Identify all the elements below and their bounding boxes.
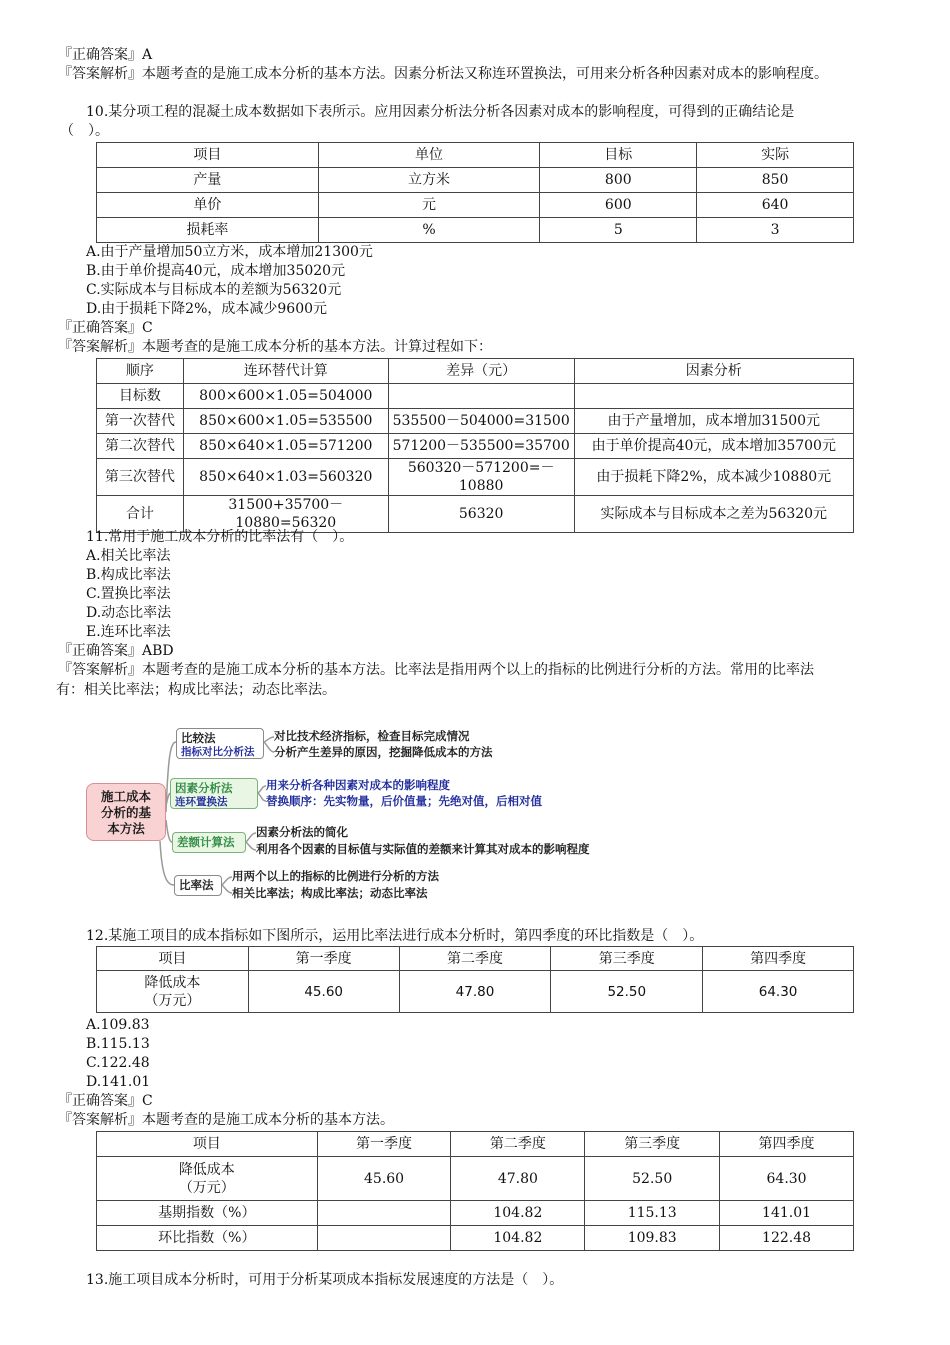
mindmap-note: 利用各个因素的目标值与实际值的差额来计算其对成本的影响程度 [256, 842, 590, 856]
mindmap-node-ratio: 比率法 [174, 875, 222, 896]
table-cell: 产量 [97, 168, 319, 193]
table-cell: 45.60 [248, 971, 399, 1013]
table-cell: 800×600×1.05=504000 [183, 384, 388, 409]
q11-analysis: 『答案解析』本题考查的是施工成本分析的基本方法。比率法是指用两个以上的指标的比例进行分析的方法。常用的比率法 [58, 662, 814, 678]
q11-option-e: E.连环比率法 [86, 624, 171, 640]
mindmap-note: 用两个以上的指标的比例进行分析的方法 [232, 869, 439, 883]
q10-stem: 10.某分项工程的混凝土成本数据如下表所示。应用因素分析法分析各因素对成本的影响程度，可得到的正确结论是 [86, 104, 795, 120]
table-cell: 850 [697, 168, 854, 193]
table-header-cell: 第三季度 [551, 947, 703, 971]
table-cell: 第一次替代 [97, 409, 184, 434]
mindmap-note: 分析产生差异的原因，挖掘降低成本的方法 [274, 745, 493, 759]
table-cell: 元 [318, 193, 540, 218]
q12-data-table [96, 946, 854, 1013]
table-header-cell: 差异（元） [388, 359, 574, 384]
table-cell: 立方米 [318, 168, 540, 193]
mindmap-note: 因素分析法的简化 [256, 825, 348, 839]
table-cell: 52.50 [551, 971, 703, 1013]
table-cell: 降低成本 （万元） [97, 1157, 318, 1201]
table-header-cell: 因素分析 [574, 359, 853, 384]
q12-answer: 『正确答案』C [58, 1093, 153, 1109]
table-cell: 47.80 [451, 1157, 585, 1201]
table-header-cell: 项目 [97, 947, 249, 971]
table-cell: 571200－535500=35700 [388, 434, 574, 459]
table-cell: 115.13 [585, 1201, 720, 1226]
table-cell: 800 [540, 168, 697, 193]
table-header-cell: 单位 [318, 143, 540, 168]
table-cell: 56320 [388, 496, 574, 533]
table-cell: 52.50 [585, 1157, 720, 1201]
table-cell: 由于单价提高40元，成本增加35700元 [574, 434, 853, 459]
table-row [97, 1157, 854, 1201]
q11-option-c: C.置换比率法 [86, 586, 171, 602]
table-cell: 560320－571200=－10880 [388, 459, 574, 496]
table-cell: 850×640×1.03=560320 [183, 459, 388, 496]
table-cell: 环比指数（%） [97, 1226, 318, 1251]
table-cell: 31500+35700－10880=56320 [183, 496, 388, 533]
table-header-cell: 第三季度 [585, 1132, 720, 1157]
table-header-cell: 目标 [540, 143, 697, 168]
q12-result-table [96, 1131, 854, 1251]
table-cell: 64.30 [720, 1157, 854, 1201]
q11-option-a: A.相关比率法 [86, 548, 171, 564]
table-cell: 640 [697, 193, 854, 218]
q12-option-b: B.115.13 [86, 1036, 150, 1052]
table-cell: % [318, 218, 540, 243]
table-cell: 实际成本与目标成本之差为56320元 [574, 496, 853, 533]
table-cell: 104.82 [451, 1226, 585, 1251]
table-cell: 3 [697, 218, 854, 243]
mindmap-note: 用来分析各种因素对成本的影响程度 [266, 778, 450, 792]
q11-option-d: D.动态比率法 [86, 605, 172, 621]
q11-analysis-2: 有：相关比率法；构成比率法；动态比率法。 [56, 682, 336, 698]
mindmap-note: 替换顺序：先实物量，后价值量；先绝对值，后相对值 [266, 794, 542, 808]
table-cell: 合计 [97, 496, 184, 533]
table-header-cell: 项目 [97, 1132, 318, 1157]
q10-stem-2: （ ）。 [60, 123, 109, 139]
q10-option-a: A.由于产量增加50立方米，成本增加21300元 [86, 244, 373, 260]
q10-option-c: C.实际成本与目标成本的差额为56320元 [86, 282, 342, 298]
table-row [97, 1201, 854, 1226]
q13-stem: 13.施工项目成本分析时，可用于分析某项成本指标发展速度的方法是（ ）。 [86, 1272, 564, 1288]
table-header-cell: 顺序 [97, 359, 184, 384]
table-cell: 单价 [97, 193, 319, 218]
table-cell: 损耗率 [97, 218, 319, 243]
table-cell: 850×600×1.05=535500 [183, 409, 388, 434]
q9-analysis: 『答案解析』本题考查的是施工成本分析的基本方法。因素分析法又称连环置换法，可用来分析各种因素对成本的影响程度。 [58, 66, 828, 82]
table-cell: 降低成本 （万元） [97, 971, 249, 1013]
table-header-cell: 第一季度 [248, 947, 399, 971]
q12-option-d: D.141.01 [86, 1074, 151, 1090]
table-cell: 141.01 [720, 1201, 854, 1226]
table-header-cell: 第二季度 [451, 1132, 585, 1157]
mindmap-node-difference: 差额计算法 [172, 832, 246, 853]
table-cell: 47.80 [399, 971, 551, 1013]
table-header-cell: 连环替代计算 [183, 359, 388, 384]
mindmap-note: 相关比率法；构成比率法；动态比率法 [232, 886, 428, 900]
table-cell: 第三次替代 [97, 459, 184, 496]
q10-analysis: 『答案解析』本题考查的是施工成本分析的基本方法。计算过程如下： [58, 339, 492, 355]
table-row [97, 1226, 854, 1251]
mindmap-node-comparison: 比较法 指标对比分析法 [176, 728, 264, 759]
mindmap-note: 对比技术经济指标，检查目标完成情况 [274, 729, 470, 743]
table-cell: 109.83 [585, 1226, 720, 1251]
table-header-cell: 第二季度 [399, 947, 551, 971]
q11-answer: 『正确答案』ABD [58, 643, 174, 659]
table-header-cell: 第四季度 [720, 1132, 854, 1157]
table-cell: 535500－504000=31500 [388, 409, 574, 434]
table-header-cell: 项目 [97, 143, 319, 168]
table-cell: 45.60 [317, 1157, 451, 1201]
mindmap-node-factor: 因素分析法 连环置换法 [170, 778, 258, 809]
table-cell: 基期指数（%） [97, 1201, 318, 1226]
table-cell: 5 [540, 218, 697, 243]
q11-option-b: B.构成比率法 [86, 567, 171, 583]
table-cell: 由于产量增加，成本增加31500元 [574, 409, 853, 434]
q11-stem: 11.常用于施工成本分析的比率法有（ ）。 [86, 529, 354, 545]
mindmap-root: 施工成本 分析的基 本方法 [86, 783, 166, 841]
table-cell: 104.82 [451, 1201, 585, 1226]
table-cell [317, 1226, 451, 1251]
q10-answer: 『正确答案』C [58, 320, 153, 336]
q10-option-d: D.由于损耗下降2%，成本减少9600元 [86, 301, 328, 317]
table-cell: 目标数 [97, 384, 184, 409]
q12-stem: 12.某施工项目的成本指标如下图所示，运用比率法进行成本分析时，第四季度的环比指数是（ ）。 [86, 928, 704, 944]
q10-option-b: B.由于单价提高40元，成本增加35020元 [86, 263, 346, 279]
q9-answer: 『正确答案』A [58, 47, 153, 63]
table-header-cell: 第一季度 [317, 1132, 451, 1157]
table-cell: 由于损耗下降2%，成本减少10880元 [574, 459, 853, 496]
q12-option-a: A.109.83 [86, 1017, 150, 1033]
table-cell: 第二次替代 [97, 434, 184, 459]
table-header-cell: 第四季度 [703, 947, 854, 971]
table-cell: 64.30 [703, 971, 854, 1013]
table-cell: 600 [540, 193, 697, 218]
table-row [97, 971, 854, 1013]
table-cell [317, 1201, 451, 1226]
table-cell: 122.48 [720, 1226, 854, 1251]
q12-analysis: 『答案解析』本题考查的是施工成本分析的基本方法。 [58, 1112, 394, 1128]
table-header-cell: 实际 [697, 143, 854, 168]
table-cell: 850×640×1.05=571200 [183, 434, 388, 459]
q12-option-c: C.122.48 [86, 1055, 150, 1071]
